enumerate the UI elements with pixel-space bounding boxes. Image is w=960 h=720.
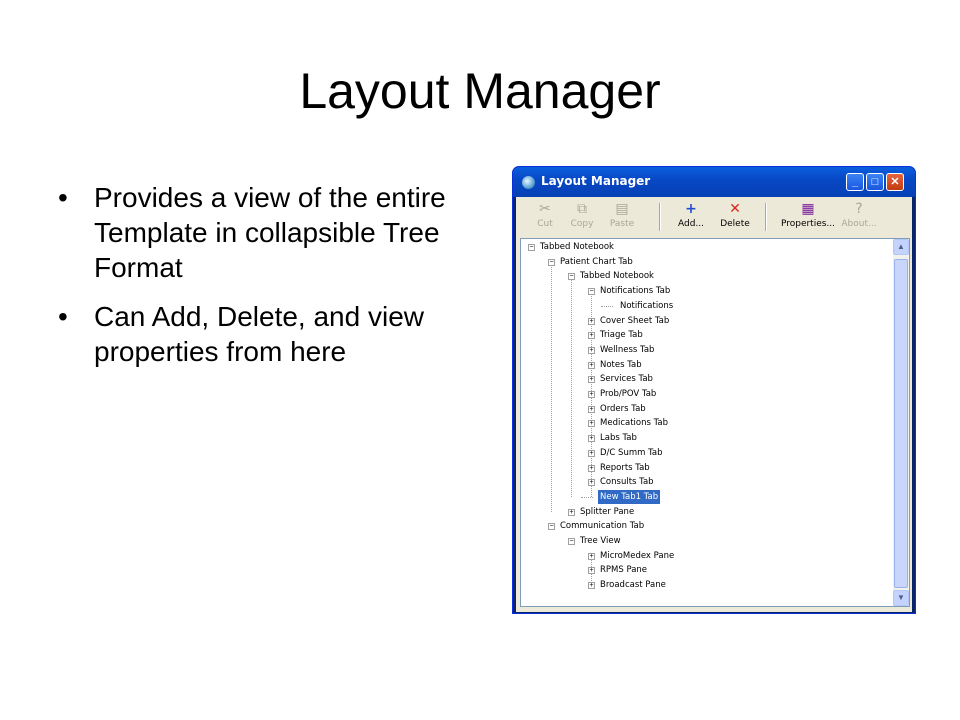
tree-node-label: Wellness Tab (600, 344, 655, 355)
paste-icon: ▤ (615, 201, 629, 217)
tree-node-label: Broadcast Pane (600, 580, 666, 591)
tree-node[interactable] (598, 328, 645, 342)
window-titlebar[interactable] (513, 167, 915, 197)
tree-node-label: Services Tab (600, 374, 653, 385)
tree-node[interactable] (578, 534, 623, 548)
close-button[interactable]: ✕ (886, 173, 904, 191)
collapse-icon[interactable]: − (569, 273, 574, 281)
window-client (516, 197, 912, 612)
tree-content (521, 239, 891, 606)
tree-node-label: Orders Tab (600, 403, 646, 414)
expand-icon[interactable]: + (589, 405, 594, 413)
tree-node[interactable] (598, 461, 652, 475)
tree-node[interactable] (598, 549, 676, 563)
tree-node-label: Communication Tab (560, 521, 645, 532)
tree-connector (601, 306, 613, 307)
bullet-item (58, 299, 468, 369)
expand-icon[interactable]: + (589, 464, 594, 472)
bullet-text: Can Add, Delete, and view properties from here (94, 301, 424, 367)
tree-node-label: Patient Chart Tab (560, 256, 633, 267)
bullet-text: Provides a view of the entire Template in collapsible Tree Format (94, 182, 446, 283)
tree-node[interactable] (598, 387, 658, 401)
tree-node[interactable] (598, 475, 656, 489)
expand-icon[interactable]: + (589, 391, 594, 398)
properties-label: Properties... (780, 219, 836, 229)
app-icon (522, 176, 535, 189)
scroll-up-button[interactable]: ▲ (893, 239, 909, 255)
toolbar-separator (765, 203, 767, 231)
properties-icon: ▦ (801, 201, 815, 217)
expand-icon[interactable]: + (589, 346, 594, 354)
expand-icon[interactable]: + (589, 332, 594, 340)
layout-manager-window (512, 166, 916, 614)
tree-node[interactable] (598, 563, 649, 577)
x-icon: ✕ (729, 201, 741, 217)
plus-icon: + (685, 201, 697, 217)
tree-node-label: Medications Tab (600, 418, 669, 429)
tree-node[interactable] (598, 578, 668, 592)
tree-node[interactable] (598, 314, 671, 328)
expand-icon[interactable]: + (589, 376, 594, 384)
tree-node[interactable] (598, 446, 664, 460)
bullet-dot: • (58, 301, 68, 332)
vertical-scrollbar[interactable] (893, 239, 909, 606)
maximize-button[interactable]: □ (866, 173, 884, 191)
scissors-icon: ✂ (539, 201, 551, 217)
paste-label: Paste (609, 219, 635, 229)
scroll-down-button[interactable]: ▼ (893, 590, 909, 606)
tree-node-label: Tabbed Notebook (540, 242, 614, 252)
copy-button[interactable] (564, 201, 600, 229)
expand-icon[interactable]: + (569, 508, 574, 516)
tree-node-label: Splitter Pane (580, 506, 635, 517)
expand-icon[interactable]: + (589, 567, 594, 575)
expand-icon[interactable]: + (589, 552, 594, 560)
cut-label: Cut (537, 219, 553, 229)
copy-icon: ⧉ (577, 201, 587, 217)
add-button[interactable] (672, 201, 710, 229)
expand-icon[interactable]: + (589, 420, 594, 428)
add-label: Add... (677, 219, 704, 229)
tree-node[interactable] (598, 343, 656, 357)
tree-node[interactable] (598, 402, 648, 416)
tree-node-label: Prob/POV Tab (600, 389, 657, 399)
layout-tree[interactable] (520, 238, 910, 607)
expand-icon[interactable]: + (589, 582, 594, 590)
tree-guide-line (571, 276, 572, 497)
help-icon: ? (855, 201, 863, 217)
delete-label: Delete (720, 219, 750, 229)
tree-node-label: Notes Tab (600, 359, 642, 370)
tree-node-selected[interactable] (598, 490, 660, 504)
tree-node[interactable] (598, 358, 644, 372)
collapse-icon[interactable]: − (529, 244, 534, 251)
tree-node-label: Notifications (620, 300, 674, 311)
tree-node[interactable] (578, 269, 656, 283)
properties-button[interactable] (778, 201, 838, 229)
cut-button[interactable] (530, 201, 560, 229)
collapse-icon[interactable]: − (549, 523, 554, 531)
tree-node[interactable] (618, 299, 675, 313)
tree-node-label: Tabbed Notebook (580, 271, 654, 282)
slide-title: Layout Manager (299, 63, 661, 119)
expand-icon[interactable]: + (589, 479, 594, 487)
toolbar (516, 197, 912, 237)
tree-node-label: Notifications Tab (600, 286, 671, 297)
tree-guide-line (551, 262, 552, 512)
tree-node-label: Reports Tab (600, 462, 650, 473)
tree-node-label: MicroMedex Pane (600, 550, 675, 561)
tree-node[interactable] (598, 372, 655, 386)
expand-icon[interactable]: + (589, 317, 594, 325)
scroll-thumb[interactable] (894, 259, 908, 588)
delete-button[interactable] (716, 201, 754, 229)
tree-node[interactable] (538, 240, 616, 254)
minimize-button[interactable]: _ (846, 173, 864, 191)
tree-node-label: Consults Tab (600, 477, 654, 488)
tree-node-label: Tree View (580, 536, 621, 546)
tree-node[interactable] (578, 505, 636, 519)
tree-connector (581, 497, 593, 498)
bullet-item (58, 180, 468, 285)
expand-icon[interactable]: + (589, 361, 594, 369)
expand-icon[interactable]: + (589, 449, 594, 457)
tree-node-label: New Tab1 Tab (600, 491, 659, 502)
tree-node[interactable] (558, 519, 646, 533)
about-label: About... (841, 219, 877, 229)
paste-button[interactable] (604, 201, 640, 229)
tree-node[interactable] (598, 284, 672, 298)
tree-node[interactable] (558, 255, 635, 269)
tree-node-label: Labs Tab (600, 433, 637, 444)
tree-node-label: D/C Summ Tab (600, 447, 663, 458)
tree-node[interactable] (598, 416, 670, 430)
bullet-dot: • (58, 182, 68, 213)
collapse-icon[interactable]: − (589, 288, 594, 296)
tree-node-label: Triage Tab (600, 330, 643, 341)
tree-node-label: Cover Sheet Tab (600, 315, 670, 326)
tree-node[interactable] (598, 431, 639, 445)
bullet-list (58, 180, 468, 383)
tree-node-label: RPMS Pane (600, 565, 648, 576)
collapse-icon[interactable]: − (569, 538, 574, 545)
toolbar-separator (659, 203, 661, 231)
window-title: Layout Manager (541, 174, 651, 188)
about-button[interactable] (838, 201, 880, 229)
collapse-icon[interactable]: − (549, 258, 554, 266)
copy-label: Copy (570, 219, 594, 229)
expand-icon[interactable]: + (589, 435, 594, 443)
